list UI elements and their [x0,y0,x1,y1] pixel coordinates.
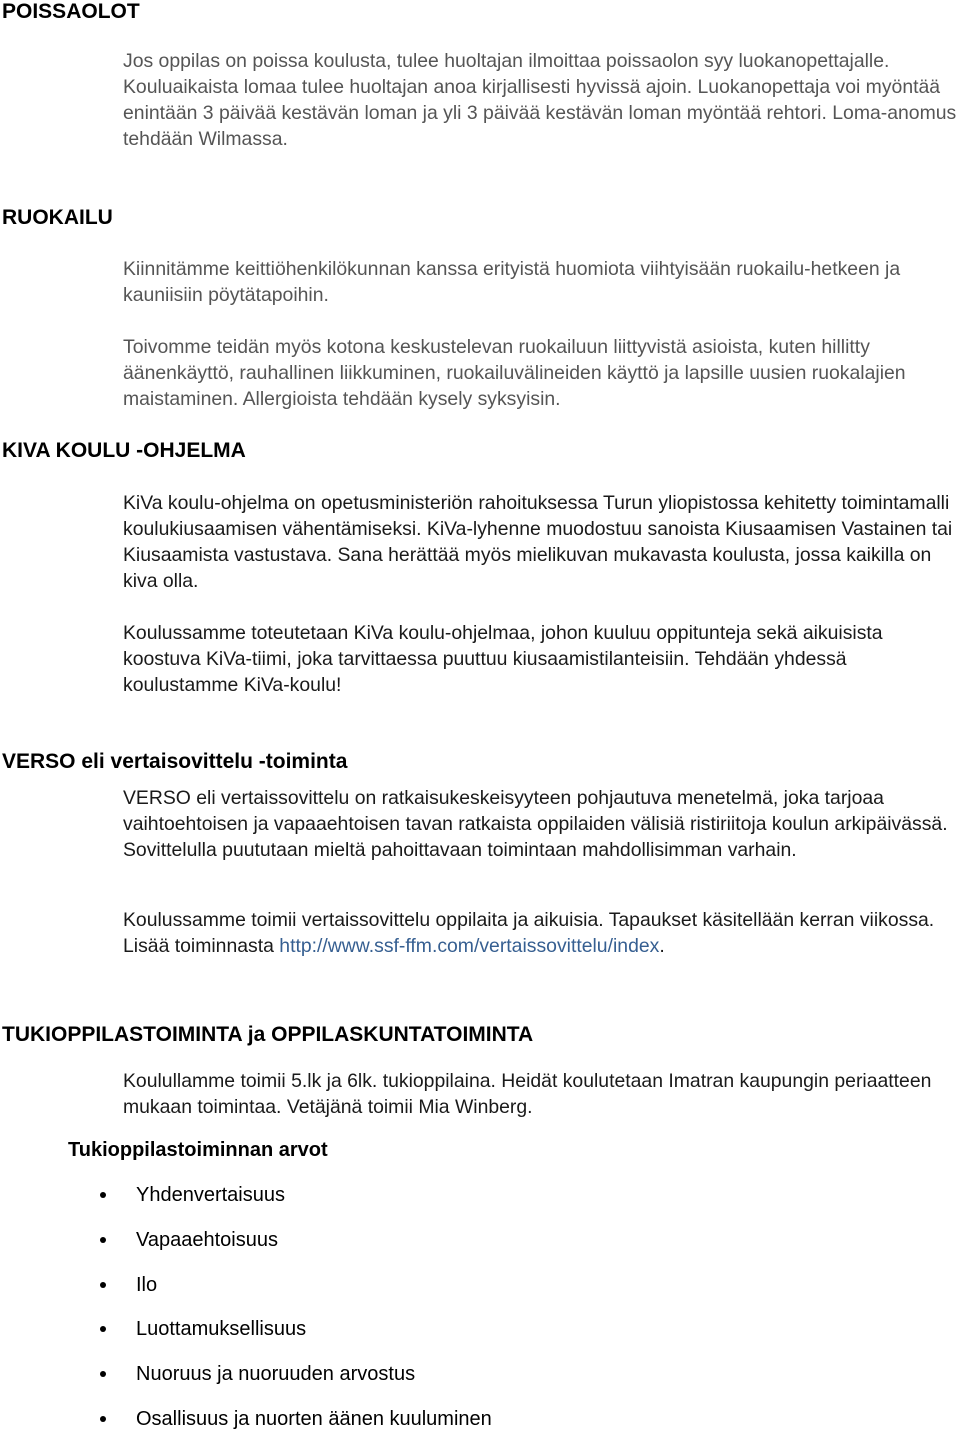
values-heading: Tukioppilastoiminnan arvot [68,1139,328,1161]
values-list [100,1180,492,1449]
ruokailu-paragraph-2: Toivomme teidän myös kotona keskustelevan ruokailuun liittyvistä asioista, kuten hillitty äänenkäyttö, rauhallinen liikkuminen, ruokailuvälineiden käyttö ja lapsille uusien ruokalajien maistaminen. Allergioista tehdään kysely syksyisin. [123,336,906,410]
heading-tukioppilastoiminta: TUKIOPPILASTOIMINTA ja OPPILASKUNTATOIMINTA [2,1023,534,1046]
verso-paragraph-2 [123,907,958,959]
list-item: Luottamuksellisuus [100,1314,492,1359]
list-item: Yhdenvertaisuus [100,1180,492,1225]
verso-paragraph-1: VERSO eli vertaissovittelu on ratkaisukeskeisyyteen pohjautuva menetelmä, joka tarjoaa vaihtoehtoisen ja vapaaehtoisen tavan ratkaista oppilaiden välisiä ristiriitoja koulun arkipäivässä. Sovittelulla puututaan mieltä pahoittavaan toimintaan mahdollisimman varhain. [123,787,948,861]
verso-paragraph-2-text: Koulussamme toimii vertaissovittelu oppilaita ja aikuisia. Tapaukset käsitellään kerran viikossa. Lisää toiminnasta [123,909,935,957]
kiva-paragraph-1: KiVa koulu-ohjelma on opetusministeriön rahoituksessa Turun yliopistossa kehitetty toimintamalli koulukiusaamisen vähentämiseksi. KiVa-lyhenne muodostuu sanoista Kiusaamisen Vastainen tai Kiusaamista vastustava. Sana herättää myös mielikuvan mukavasta koulusta, jossa kaikilla on kiva olla. [123,492,953,592]
list-item: Ilo [100,1270,492,1315]
kiva-paragraph-2: Koulussamme toteutetaan KiVa koulu-ohjelmaa, johon kuuluu oppitunteja sekä aikuisista koostuva KiVa-tiimi, joka tarvittaessa puuttuu kiusaamistilanteisiin. Tehdään yhdessä koulustamme KiVa-koulu! [123,622,883,696]
list-item: Osallisuus ja nuorten äänen kuuluminen [100,1404,492,1449]
list-item: Vapaaehtoisuus [100,1225,492,1270]
list-item: Nuoruus ja nuoruuden arvostus [100,1359,492,1404]
verso-paragraph-2-end: . [659,935,665,957]
tukioppilas-paragraph: Koulullamme toimii 5.lk ja 6lk. tukioppilaina. Heidät koulutetaan Imatran kaupungin periaatteen mukaan toimintaa. Vetäjänä toimii Mia Winberg. [123,1070,932,1118]
heading-poissaolot: POISSAOLOT [2,0,140,23]
ruokailu-paragraph-1: Kiinnitämme keittiöhenkilökunnan kanssa erityistä huomiota viihtyisään ruokailu-hetkeen ja kauniisiin pöytätapoihin. [123,258,901,306]
verso-link[interactable]: http://www.ssf-ffm.com/vertaissovittelu/index [279,935,660,957]
heading-kiva-koulu: KIVA KOULU -OHJELMA [2,439,246,462]
heading-verso: VERSO eli vertaisovittelu -toiminta [2,750,348,773]
poissaolot-text: Jos oppilas on poissa koulusta, tulee huoltajan ilmoittaa poissaolon syy luokanopettajalle. Kouluaikaista lomaa tulee huoltajan anoa kirjallisesti hyvissä ajoin. Luokanopettaja voi myöntää enintään 3 päivää kestävän loman ja yli 3 päivää kestävän loman myöntää rehtori. Loma-anomus tehdään Wilmassa. [123,50,957,150]
heading-ruokailu: RUOKAILU [2,206,113,229]
